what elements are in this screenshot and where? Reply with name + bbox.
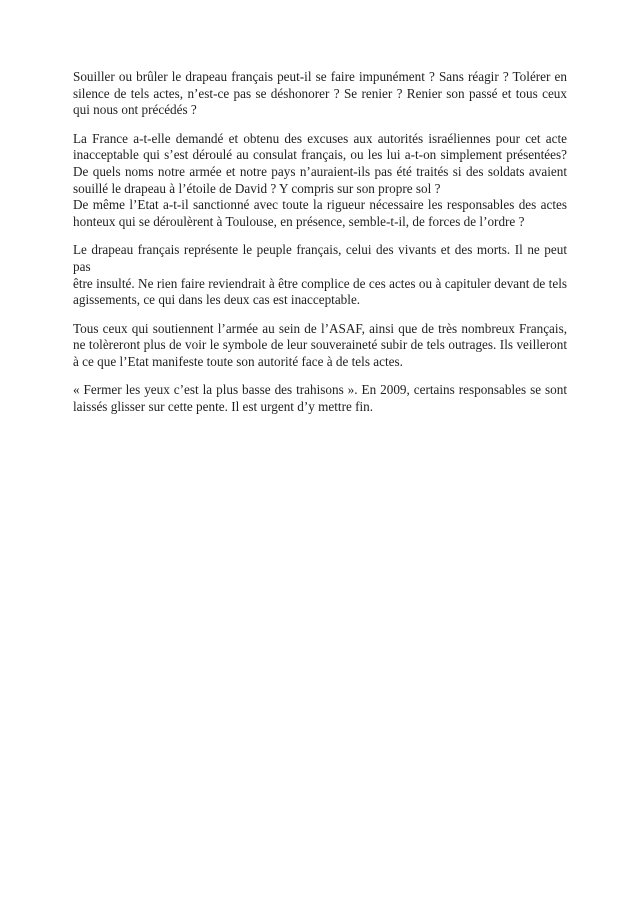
text-line: inacceptable qui s’est déroulé au consulat français, ou les lui a-t-on simplement présentées? — [73, 147, 567, 163]
text-line: Tous ceux qui soutiennent l’armée au sein de l’ASAF, ainsi que de très nombreux Français, — [73, 320, 567, 336]
text-line: qui nous ont précédés ? — [73, 102, 197, 118]
text-line: De même l’Etat a-t-il sanctionné avec toute la rigueur nécessaire les responsables des actes — [73, 197, 567, 213]
document-text-block — [73, 69, 567, 416]
paragraph — [73, 197, 567, 230]
paragraph — [73, 242, 567, 309]
text-line: silence de tels actes, n’est-ce pas se déshonorer ? Se renier ? Renier son passé et tous ceux — [73, 85, 567, 101]
paragraph — [73, 382, 567, 415]
text-line: honteux qui se déroulèrent à Toulouse, en présence, semble-t-il, de forces de l’ordre ? — [73, 214, 525, 230]
text-line: Le drapeau français représente le peuple français, celui des vivants et des morts. Il ne peut pas — [73, 242, 567, 275]
text-line: agissements, ce qui dans les deux cas est inacceptable. — [73, 292, 361, 308]
text-line: souillé le drapeau à l’étoile de David ? Y compris sur son propre sol ? — [73, 180, 441, 196]
paragraph — [73, 69, 567, 119]
text-line: « Fermer les yeux c’est la plus basse des trahisons ». En 2009, certains responsables se sont — [73, 382, 567, 398]
paragraph — [73, 131, 567, 198]
text-line: De quels noms notre armée et notre pays n’auraient-ils pas été traités si des soldats avaient — [73, 164, 567, 180]
text-line: ne tolèreront plus de voir le symbole de leur souveraineté subir de tels outrages. Ils veilleront — [73, 337, 567, 353]
text-line: laissés glisser sur cette pente. Il est urgent d’y mettre fin. — [73, 398, 374, 414]
text-line: être insulté. Ne rien faire reviendrait à être complice de ces actes ou à capituler devant de tels — [73, 275, 567, 291]
text-line: à ce que l’Etat manifeste toute son autorité face à de tels actes. — [73, 354, 403, 370]
text-line: Souiller ou brûler le drapeau français peut-il se faire impunément ? Sans réagir ? Tolérer en — [73, 69, 567, 84]
text-line: La France a-t-elle demandé et obtenu des excuses aux autorités israéliennes pour cet acte — [73, 130, 567, 146]
paragraph — [73, 321, 567, 371]
